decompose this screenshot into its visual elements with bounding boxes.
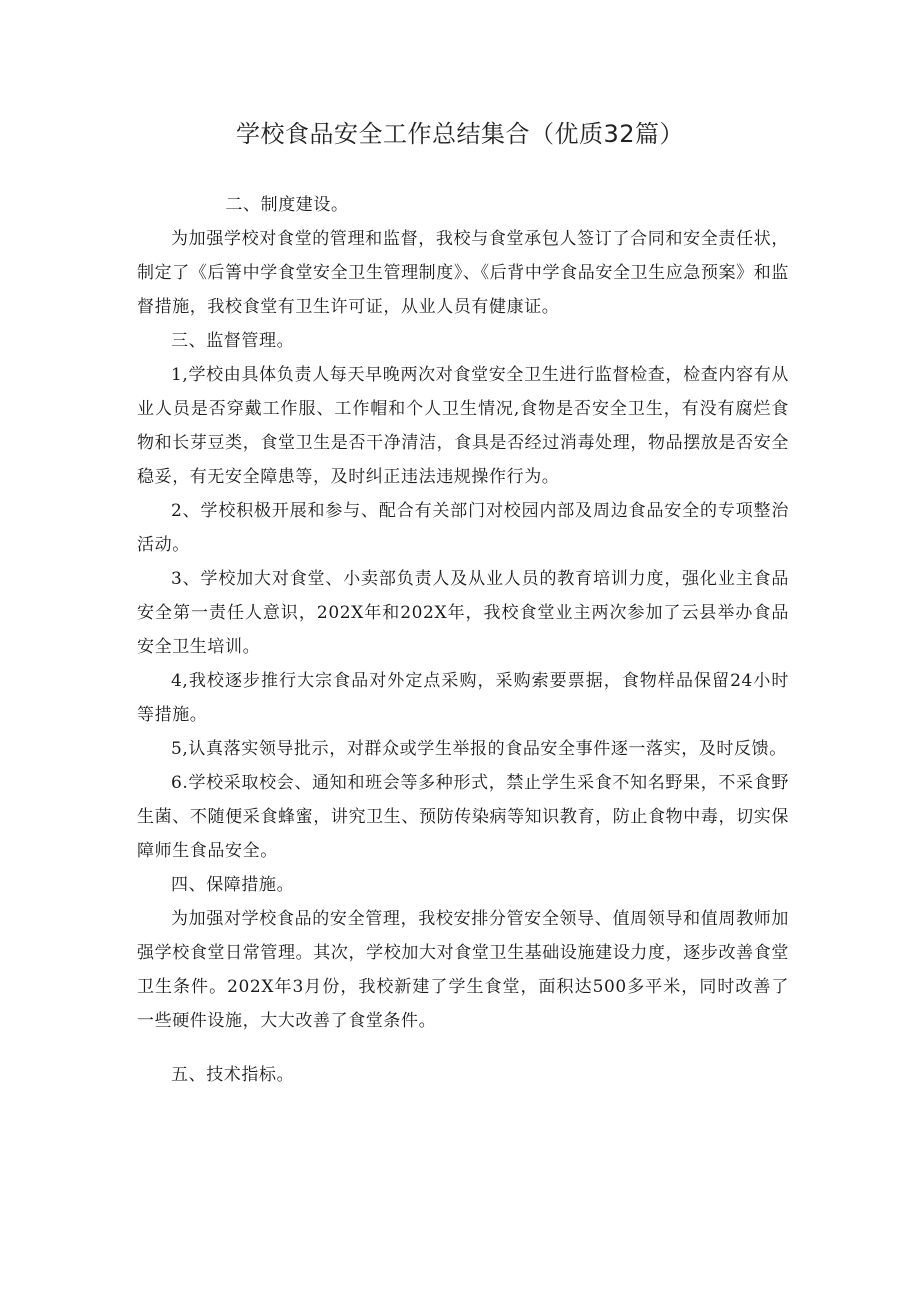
paragraph: 为加强学校对食堂的管理和监督，我校与食堂承包人签订了合同和安全责任状，制定了《后箐中学食堂安全卫生管理制度》、《后背中学食品安全卫生应急预案》和监督措施，我校食堂有卫生许可证，从业人员有健康证。 <box>137 229 789 317</box>
paragraph: 5,认真落实领导批示，对群众或学生举报的食品安全事件逐一落实，及时反馈。 <box>171 739 787 759</box>
document-title: 学校食品安全工作总结集合（优质32篇） <box>235 120 685 148</box>
paragraph: 为加强对学校食品的安全管理，我校安排分管安全领导、值周领导和值周教师加强学校食堂日常管理。其次，学校加大对食堂卫生基础设施建设力度，逐步改善食堂卫生条件。202X年3月份，我校新建了学生食堂，面积达500多平米，同时改善了一些硬件设施，大大改善了食堂条件。 <box>137 909 789 1031</box>
spacer <box>137 1038 789 1058</box>
paragraph: 4,我校逐步推行大宗食品对外定点采购，采购索要票据，食物样品保留24小时等措施。 <box>137 671 789 725</box>
paragraph: 3、学校加大对食堂、小卖部负责人及从业人员的教育培训力度，强化业主食品安全第一责任人意识，202X年和202X年，我校食堂业主两次参加了云县举办食品安全卫生培训。 <box>137 569 789 657</box>
section-heading-supervision: 三、监督管理。 <box>171 331 295 351</box>
paragraph: 1,学校由具体负责人每天早晚两次对食堂安全卫生进行监督检查，检查内容有从业人员是否穿戴工作服、工作帽和个人卫生情况,食物是否安全卫生，有没有腐烂食物和长芽豆类，食堂卫生是否干净清洁，食具是否经过消毒处理，物品摆放是否安全稳妥，有无安全障患等，及时纠正违法违规操作行为。 <box>137 365 789 487</box>
paragraph: 2、学校积极开展和参与、配合有关部门对校园内部及周边食品安全的专项整治活动。 <box>137 501 789 555</box>
section-heading-technical: 五、技术指标。 <box>171 1065 295 1085</box>
document-body <box>137 188 789 1092</box>
section-heading-system: 二、制度建设。 <box>225 195 349 215</box>
paragraph: 6.学校采取校会、通知和班会等多种形式，禁止学生采食不知名野果，不采食野生菌、不随便采食蜂蜜，讲究卫生、预防传染病等知识教育，防止食物中毒，切实保障师生食品安全。 <box>137 773 789 861</box>
section-heading-guarantee: 四、保障措施。 <box>171 875 295 895</box>
